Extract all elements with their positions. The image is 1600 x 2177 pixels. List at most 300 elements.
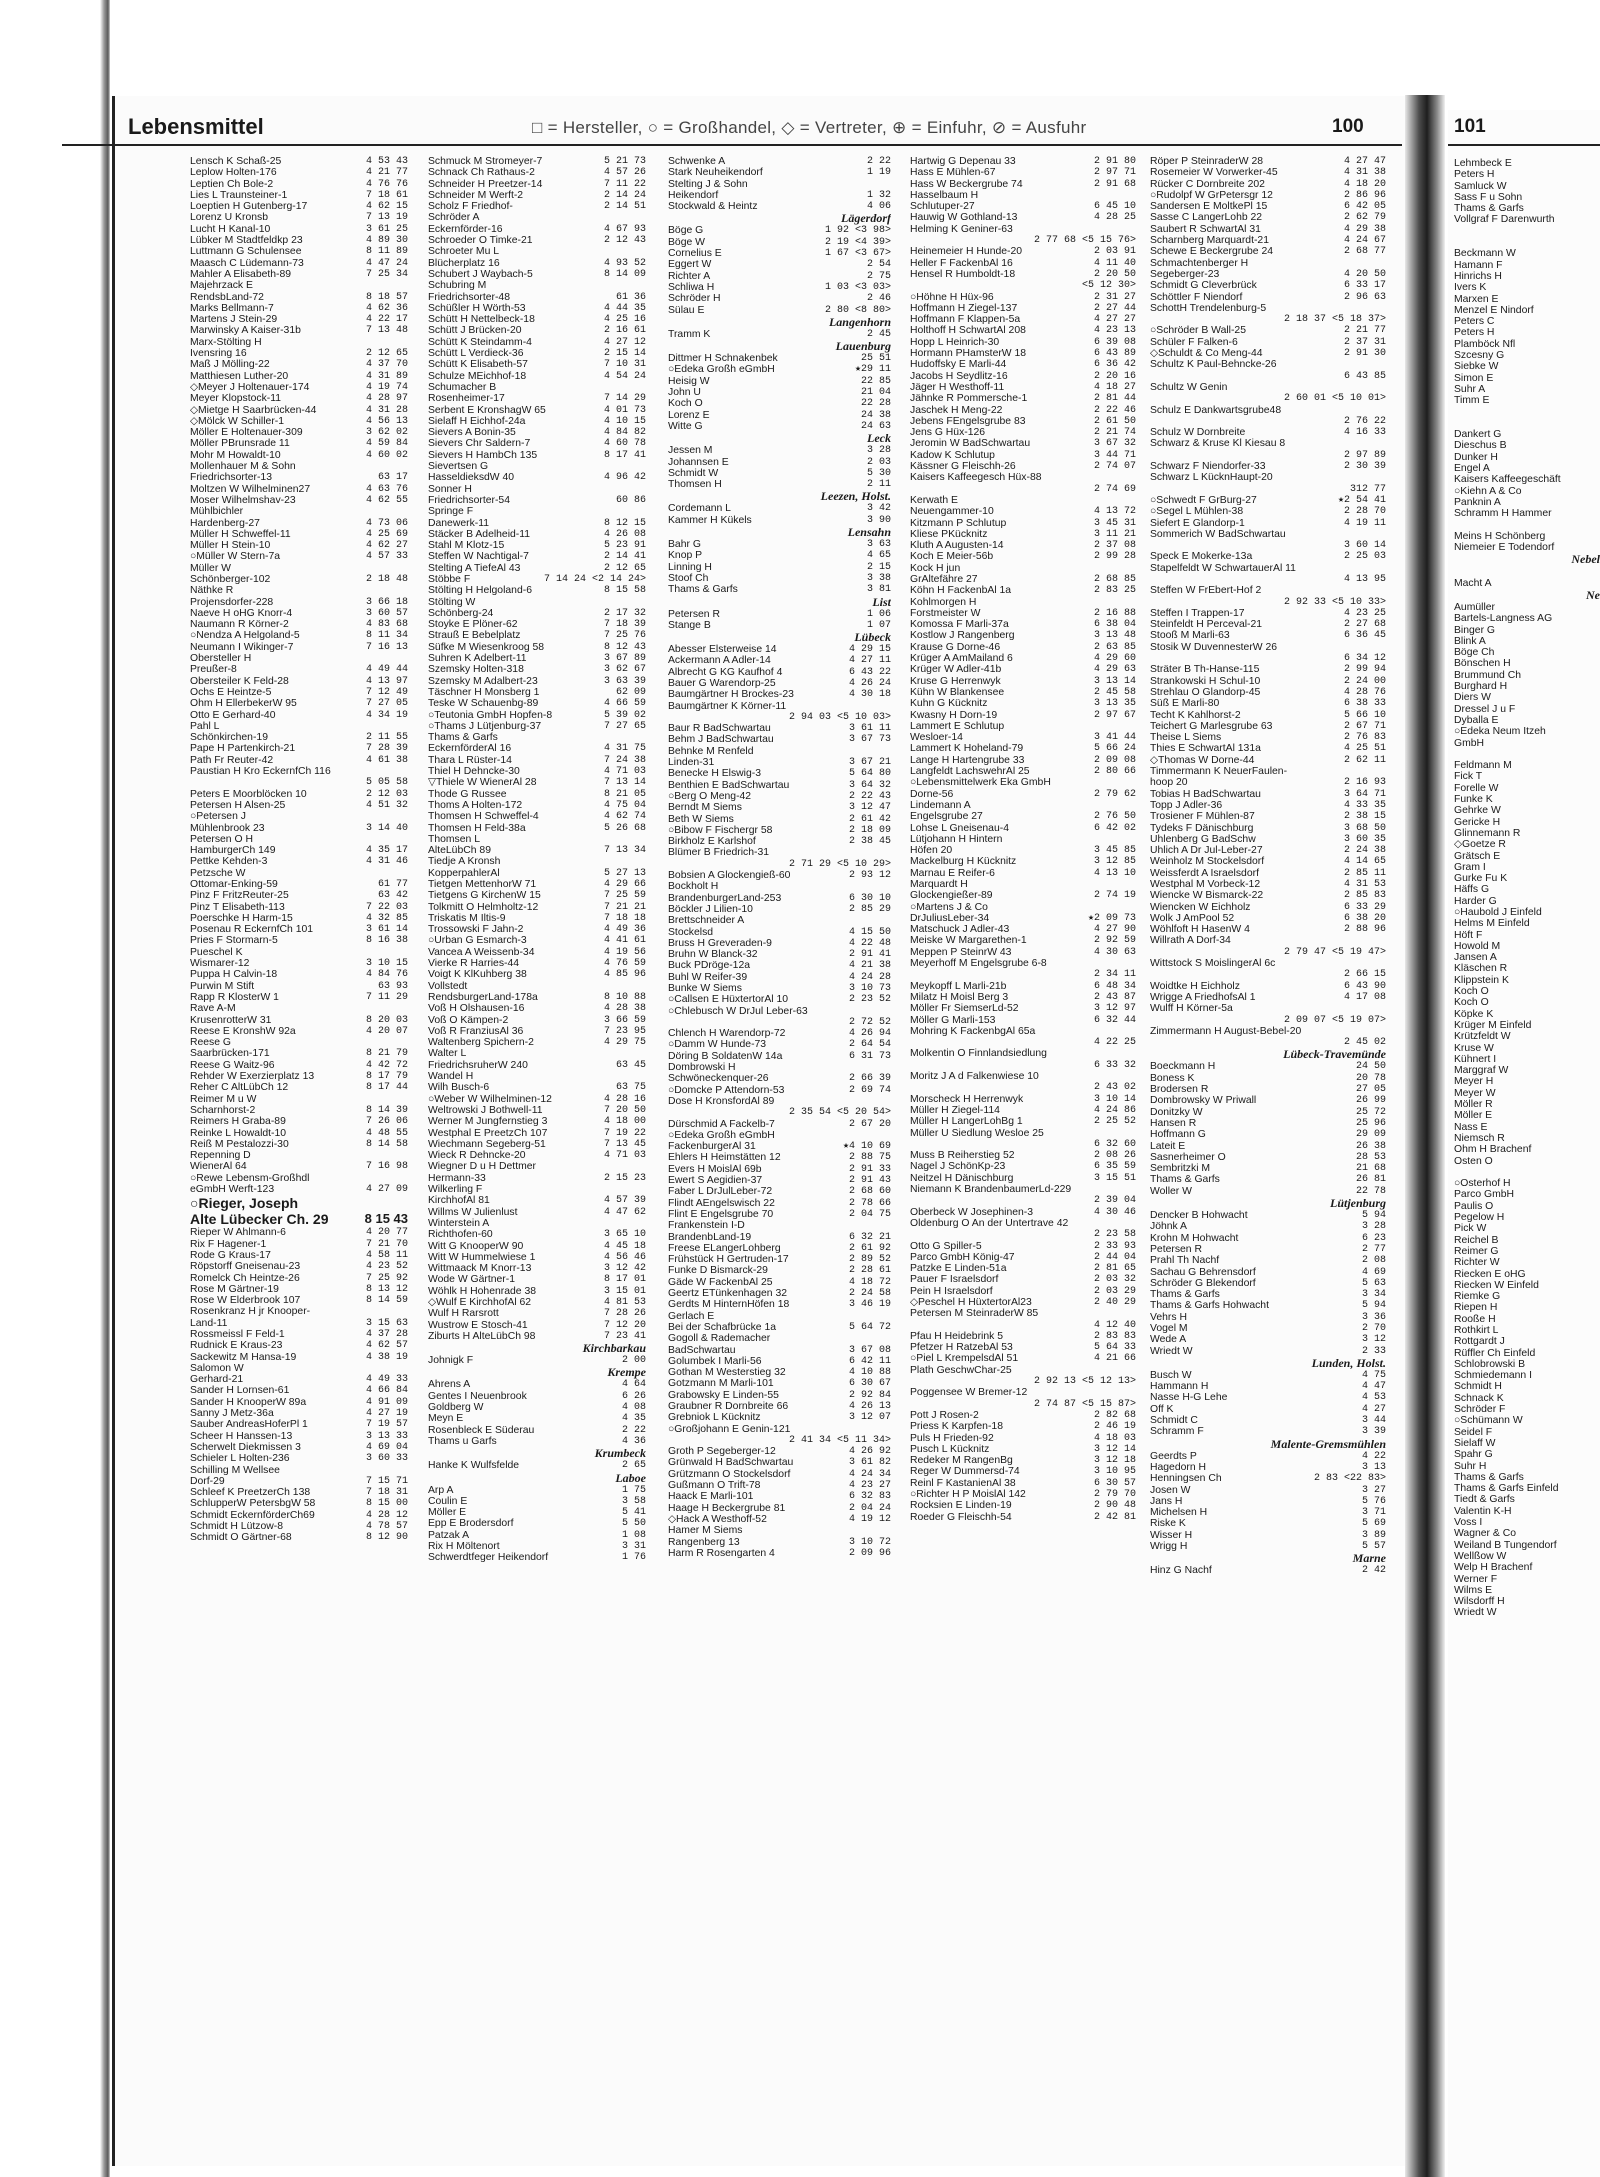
entry-phone: 4 29 38 — [1343, 223, 1386, 235]
directory-entry — [910, 958, 1136, 969]
entry-name: Stark Neuheikendorf — [668, 167, 763, 179]
directory-entry — [668, 734, 891, 745]
right-page-header — [1448, 110, 1600, 146]
directory-entry — [1150, 676, 1386, 687]
directory-entry — [910, 1150, 1136, 1161]
directory-entry — [190, 947, 408, 958]
directory-entry — [190, 371, 408, 382]
directory-entry — [1150, 235, 1386, 246]
directory-entry — [668, 1356, 891, 1367]
entry-name: Schneider M Werft-2 — [428, 189, 524, 201]
directory-entry — [910, 1433, 1136, 1444]
directory-entry — [910, 1421, 1136, 1432]
entry-name: Rehder W Exerzierplatz 13 — [190, 1071, 315, 1083]
entry-phone: 1 75 — [621, 1484, 646, 1496]
entry-name: Berndt M Siems — [668, 802, 742, 814]
entry-name: Thams & Garfs — [668, 584, 738, 596]
entry-name: Müller H Ziegel-114 — [910, 1104, 1000, 1116]
directory-entry — [910, 823, 1136, 834]
entry-name: Serbent E KronshagW 65 — [428, 404, 546, 416]
entry-name: Szemsky M Adalbert-23 — [428, 675, 538, 687]
directory-entry — [1150, 495, 1386, 506]
directory-entry — [1454, 681, 1600, 692]
directory-entry — [428, 698, 646, 709]
directory-entry — [668, 1243, 891, 1254]
directory-entry — [668, 271, 891, 282]
entry-phone: 1 07 — [866, 619, 891, 631]
entry-phone: 2 11 — [866, 479, 891, 491]
entry-name: Epp E Brodersdorf — [428, 1518, 514, 1530]
entry-phone: 4 25 51 — [1343, 743, 1386, 755]
entry-name: Gurke Fu K — [1454, 873, 1508, 885]
entry-name: Schmidt C — [1150, 1415, 1198, 1427]
entry-phone: 63 93 — [377, 980, 408, 992]
entry-phone: 2 94 03 <5 10 03> — [788, 711, 891, 723]
entry-phone: 8 18 57 — [365, 291, 408, 303]
directory-entry — [190, 1352, 408, 1363]
directory-entry — [1150, 540, 1386, 551]
directory-entry — [1454, 1302, 1600, 1313]
entry-phone: 2 08 — [1361, 1255, 1386, 1267]
directory-entry — [910, 1037, 1136, 1048]
directory-entry — [1150, 1541, 1386, 1552]
directory-entry — [910, 913, 1136, 924]
directory-entry — [428, 1207, 646, 1218]
directory-entry — [668, 701, 891, 712]
directory-entry — [428, 1218, 646, 1229]
directory-entry — [428, 371, 646, 382]
directory-entry — [1150, 687, 1386, 698]
entry-name: AlteLübCh 89 — [428, 845, 491, 857]
directory-entry — [668, 1209, 891, 1220]
entry-name: Gericke H — [1454, 816, 1501, 828]
entry-name: Dürschmid A Fackelb-7 — [668, 1118, 775, 1130]
entry-name: Helming K Geniner-63 — [910, 223, 1013, 235]
directory-entry — [910, 518, 1136, 529]
directory-entry — [668, 1130, 891, 1141]
entry-phone: 5 64 33 — [1093, 1342, 1136, 1354]
entry-name: Müller H Schweffel-11 — [190, 528, 291, 540]
entry-name: Boeckmann H — [1150, 1061, 1216, 1073]
entry-name: Land-11 — [190, 1317, 228, 1329]
entry-name: Süß E Marli-80 — [1150, 698, 1220, 710]
directory-entry — [1454, 361, 1600, 372]
directory-entry — [1150, 597, 1386, 608]
entry-phone: 2 67 20 — [848, 1118, 891, 1130]
entry-name: BadSchwartau — [668, 1344, 736, 1356]
entry-name: Pott J Rosen-2 — [910, 1409, 979, 1421]
directory-entry — [190, 777, 408, 788]
entry-name: Rose W Elderbrook 107 — [190, 1295, 301, 1307]
directory-entry — [668, 364, 891, 375]
directory-entry — [190, 823, 408, 834]
entry-name: Teichert G Marlesgrube 63 — [1150, 720, 1273, 732]
entry-name: Knop P — [668, 550, 703, 562]
entry-name: ○Edeka Großh eGmbH — [668, 1129, 775, 1141]
entry-name: WienerAl 64 — [190, 1161, 247, 1173]
directory-entry — [910, 1161, 1136, 1172]
directory-entry — [428, 879, 646, 890]
entry-name: Steffen W Nachtigal-7 — [428, 551, 529, 563]
entry-name: Jacobs H Seydlitz-16 — [910, 370, 1008, 382]
entry-phone: 2 40 29 — [1093, 1296, 1136, 1308]
entry-name: Jessen M — [668, 445, 713, 457]
directory-entry — [668, 259, 891, 270]
directory-entry — [428, 1286, 646, 1297]
entry-phone: 2 23 52 — [848, 994, 891, 1006]
entry-phone: 4 71 03 — [603, 1150, 646, 1162]
directory-entry — [1454, 542, 1600, 553]
directory-entry — [1454, 158, 1600, 169]
entry-name: Puls H Frieden-92 — [910, 1432, 994, 1444]
entry-name: Vancea A Weissenb-34 — [428, 946, 535, 958]
entry-phone: 7 13 45 — [603, 1138, 646, 1150]
entry-phone: 3 44 71 — [1093, 449, 1136, 461]
entry-name: Rix H Möltenort — [428, 1541, 500, 1553]
entry-phone: 2 64 54 — [848, 1039, 891, 1051]
directory-entry — [190, 551, 408, 562]
directory-entry — [428, 1184, 646, 1195]
entry-phone: 2 91 41 — [848, 949, 891, 961]
entry-phone: 2 03 32 — [1093, 1274, 1136, 1286]
entry-name: EckernförderAl 16 — [428, 743, 512, 755]
entry-name: Baumgärtner K Körner-11 — [668, 700, 787, 712]
directory-entry — [668, 847, 891, 858]
directory-entry — [190, 156, 408, 167]
entry-name: Röper P SteinraderW 28 — [1150, 156, 1264, 167]
directory-entry — [910, 1444, 1136, 1455]
directory-entry — [190, 1037, 408, 1048]
entry-phone: 2 03 91 — [1093, 246, 1136, 258]
directory-entry — [1454, 1596, 1600, 1607]
entry-name: Schmiedemann I — [1454, 1370, 1532, 1382]
directory-entry — [190, 314, 408, 325]
entry-name: Koch E Meier-56b — [910, 551, 994, 563]
entry-phone: 6 23 — [1361, 1232, 1386, 1244]
directory-entry — [428, 1436, 646, 1447]
entry-name: Voß O Kämpen-2 — [428, 1014, 509, 1026]
entry-name: Dieschus B — [1454, 440, 1507, 452]
directory-entry — [668, 305, 891, 316]
directory-entry — [668, 1096, 891, 1107]
entry-name: Hormann PHamsterW 18 — [910, 348, 1027, 360]
entry-name: Haack E Marli-101 — [668, 1491, 754, 1503]
listing-column-2 — [428, 156, 646, 1564]
directory-entry — [910, 664, 1136, 675]
entry-name: Bruhn W Blanck-32 — [668, 949, 758, 961]
entry-name: Sandersen E MoltkePl 15 — [1150, 201, 1268, 213]
directory-entry — [190, 292, 408, 303]
directory-entry — [910, 506, 1136, 517]
entry-phone: 8 14 58 — [365, 1138, 408, 1150]
directory-entry — [1454, 463, 1600, 474]
entry-phone: 7 16 13 — [365, 641, 408, 653]
entry-name: Kohlmorgen H — [910, 596, 977, 608]
entry-phone: 4 75 04 — [603, 799, 646, 811]
entry-phone: 5 21 73 — [603, 156, 646, 167]
entry-phone: 6 32 21 — [848, 1231, 891, 1243]
entry-name: Schröder F — [1454, 1404, 1506, 1416]
entry-name: Linning H — [668, 561, 712, 573]
entry-name: Kock H jun — [910, 562, 961, 574]
entry-name: Wesloer-14 — [910, 732, 963, 744]
entry-name: Siefert E Glandorp-1 — [1150, 517, 1245, 529]
directory-entry — [1150, 1267, 1386, 1278]
entry-name: ○Osterhof H — [1454, 1178, 1511, 1190]
directory-entry — [1150, 1496, 1386, 1507]
entry-phone: 7 13 19 — [365, 212, 408, 224]
entry-phone: 3 64 71 — [1343, 788, 1386, 800]
entry-name: Wiencken W Eichholz — [1150, 901, 1251, 913]
directory-entry — [428, 1229, 646, 1240]
entry-name: Theise L Siems — [1150, 732, 1222, 744]
entry-phone: 7 14 29 — [603, 393, 646, 405]
entry-phone: 4 35 17 — [365, 845, 408, 857]
entry-name: Reger W Dummersd-74 — [910, 1466, 1020, 1478]
entry-phone: 4 37 28 — [365, 1328, 408, 1340]
directory-entry — [1454, 625, 1600, 636]
directory-entry — [1454, 1472, 1600, 1483]
directory-entry — [1454, 963, 1600, 974]
entry-name: Ohm H Brachenf — [1454, 1144, 1532, 1156]
directory-entry — [1150, 935, 1386, 946]
entry-phone: 2 91 68 — [1093, 178, 1136, 190]
entry-name: Niemsch R — [1454, 1132, 1505, 1144]
entry-name: Voß H Olshausen-16 — [428, 1003, 525, 1015]
entry-phone: 8 21 79 — [365, 1048, 408, 1060]
directory-entry — [190, 766, 408, 777]
entry-phone: 3 12 85 — [1093, 856, 1136, 868]
entry-name: Dunker H — [1454, 451, 1498, 463]
entry-phone: 5 23 91 — [603, 540, 646, 552]
entry-name: Behm J BadSchwartau — [668, 734, 774, 746]
entry-phone: 2 12 03 — [365, 788, 408, 800]
entry-phone: 2 61 42 — [848, 813, 891, 825]
entry-name: ○Rewe Lebensm-Großhdl — [190, 1172, 310, 1184]
directory-entry — [1454, 828, 1600, 839]
directory-entry — [428, 382, 646, 393]
entry-phone: 4 29 63 — [1093, 664, 1136, 676]
entry-name: Reinl F KastanienAl 38 — [910, 1477, 1016, 1489]
entry-phone: 2 38 45 — [848, 836, 891, 848]
entry-phone: 7 12 20 — [603, 1319, 646, 1331]
directory-entry — [428, 1003, 646, 1014]
directory-entry — [190, 924, 408, 935]
entry-phone: 2 44 04 — [1093, 1251, 1136, 1263]
directory-entry — [190, 619, 408, 630]
entry-name: Posenau R EckernfCh 101 — [190, 924, 314, 936]
entry-name: Nagel J SchönKp-23 — [910, 1161, 1006, 1173]
directory-entry — [1150, 710, 1386, 721]
entry-name: Pfetzer H RatzebAl 53 — [910, 1342, 1013, 1354]
entry-name: Tiedje A Kronsh — [428, 856, 501, 868]
entry-name: Bönschen H — [1454, 658, 1511, 670]
directory-entry — [190, 201, 408, 212]
directory-entry — [428, 416, 646, 427]
entry-name: Wandel H — [428, 1071, 474, 1083]
entry-phone: 7 26 06 — [365, 1116, 408, 1128]
entry-name: Weiland B Tungendorf — [1454, 1539, 1557, 1551]
entry-name: Röpstorff Gneisenau-23 — [190, 1261, 301, 1273]
entry-phone: 4 26 24 — [848, 677, 891, 689]
directory-entry — [1454, 997, 1600, 1008]
entry-phone: 4 24 67 — [1343, 235, 1386, 247]
entry-name: Bahr G — [668, 539, 701, 551]
entry-phone: 3 10 95 — [1093, 1466, 1136, 1478]
directory-entry — [1454, 1257, 1600, 1268]
entry-name: Wilh Busch-6 — [428, 1082, 490, 1094]
directory-entry — [910, 382, 1136, 393]
directory-entry — [428, 325, 646, 336]
entry-phone: 3 12 97 — [1093, 1003, 1136, 1015]
entry-phone: 4 20 77 — [365, 1227, 408, 1239]
directory-entry — [668, 836, 891, 847]
directory-entry — [1150, 1233, 1386, 1244]
entry-name: Gehrke W — [1454, 805, 1501, 817]
entry-name: Dombrowsky W Priwall — [1150, 1095, 1257, 1107]
town-heading — [1454, 589, 1600, 602]
entry-phone: 4 14 65 — [1343, 856, 1386, 868]
entry-name: Leptien Ch Bole-2 — [190, 178, 274, 190]
entry-name: Scholz F Friedhof- — [428, 201, 513, 213]
directory-entry — [190, 393, 408, 404]
directory-entry — [1454, 1122, 1600, 1133]
directory-entry — [428, 540, 646, 551]
entry-name: Möller R — [1454, 1099, 1493, 1111]
entry-name: Petersen M SteinraderW 85 — [910, 1308, 1039, 1320]
entry-name: Faber L DrJulLeber-72 — [668, 1186, 773, 1198]
entry-name: Groth P Segeberger-12 — [668, 1446, 776, 1458]
entry-phone: 4 57 39 — [603, 1195, 646, 1207]
entry-phone: 3 60 14 — [1343, 540, 1386, 552]
entry-name: Witt G KnooperW 90 — [428, 1240, 524, 1252]
entry-phone: 2 75 — [866, 270, 891, 282]
entry-phone: 4 65 — [866, 550, 891, 562]
directory-entry — [190, 902, 408, 913]
directory-entry — [1454, 862, 1600, 873]
directory-entry — [1454, 1438, 1600, 1449]
entry-name: Parco GmbH — [1454, 1189, 1515, 1201]
entry-name: Projensdorfer-228 — [190, 596, 274, 608]
directory-entry — [668, 825, 891, 836]
town-name: Lübeck-Travemünde — [1283, 1048, 1386, 1062]
entry-phone: 2 89 52 — [848, 1254, 891, 1266]
entry-phone: 3 13 48 — [1093, 630, 1136, 642]
entry-name: Hass W Beckergrube 74 — [910, 178, 1023, 190]
entry-phone: 6 36 42 — [1093, 359, 1136, 371]
entry-phone: 4 31 53 — [1343, 879, 1386, 890]
entry-name: Thode G Russee — [428, 788, 507, 800]
entry-name: Lorenz U Kronsb — [190, 212, 268, 224]
directory-entry — [1454, 726, 1600, 737]
entry-phone: 2 61 92 — [848, 1242, 891, 1254]
directory-entry — [428, 484, 646, 495]
entry-name: Sembritzki M — [1150, 1163, 1211, 1175]
entry-name: Vogel M — [1150, 1322, 1188, 1334]
entry-phone: 2 20 50 — [1093, 268, 1136, 280]
directory-entry — [910, 1116, 1136, 1127]
directory-entry — [668, 904, 891, 915]
directory-entry — [428, 1094, 646, 1105]
entry-phone: 4 31 75 — [603, 743, 646, 755]
directory-entry — [190, 1487, 408, 1498]
entry-name: Grünwald H BadSchwartau — [668, 1457, 794, 1469]
directory-entry — [428, 619, 646, 630]
entry-phone: 2 25 52 — [1093, 1116, 1136, 1128]
entry-name: Heller F FackenbAl 16 — [910, 257, 1013, 269]
directory-entry — [428, 743, 646, 754]
entry-phone: 2 34 11 — [1093, 969, 1136, 981]
directory-entry — [1150, 484, 1386, 495]
directory-entry — [1150, 947, 1386, 958]
entry-phone: 4 20 50 — [1343, 268, 1386, 280]
directory-entry — [190, 1374, 408, 1385]
entry-name: Winterstein A — [428, 1217, 490, 1229]
entry-phone: 3 60 33 — [365, 1453, 408, 1465]
entry-phone: 7 18 18 — [603, 912, 646, 924]
entry-name: DrJuliusLeber-34 — [910, 912, 990, 924]
entry-name: Tolkmitt O Helmholtz-12 — [428, 901, 539, 913]
directory-entry — [190, 1082, 408, 1093]
entry-name: Techt K Kahlhorst-2 — [1150, 709, 1241, 721]
directory-entry — [1454, 373, 1600, 384]
directory-entry — [1150, 359, 1386, 370]
directory-entry — [428, 890, 646, 901]
entry-name: Loeptien H Gutenberg-17 — [190, 201, 308, 213]
entry-name: Grebniok L Kücknitz — [668, 1412, 761, 1424]
entry-name: Werner F — [1454, 1573, 1498, 1585]
entry-name: Thiel H Dehncke-30 — [428, 766, 520, 778]
entry-phone: 4 56 46 — [603, 1251, 646, 1263]
entry-name: Alte Lübecker Ch. 29 — [190, 1211, 329, 1228]
entry-phone: 2 74 19 — [1093, 890, 1136, 902]
entry-name: Busch W — [1150, 1369, 1192, 1381]
entry-phone: 6 34 12 — [1343, 653, 1386, 665]
entry-name: Hoffmann G — [1150, 1129, 1206, 1141]
entry-name: Puppa H Calvin-18 — [190, 969, 278, 981]
directory-entry — [910, 676, 1136, 687]
entry-name: Thams & Garfs Hohwacht — [1150, 1300, 1269, 1312]
directory-entry — [428, 721, 646, 732]
entry-name: Krüger A AmMailand 6 — [910, 653, 1013, 665]
directory-entry — [428, 190, 646, 201]
directory-entry — [428, 529, 646, 540]
entry-name: Fick T — [1454, 771, 1483, 783]
directory-entry — [1150, 981, 1386, 992]
directory-entry — [910, 834, 1136, 845]
entry-phone: 2 15 23 — [603, 1172, 646, 1184]
directory-entry — [910, 1478, 1136, 1489]
directory-entry — [428, 755, 646, 766]
entry-phone: 6 30 10 — [848, 892, 891, 904]
entry-name: Meins H Schönberg — [1454, 530, 1546, 542]
directory-entry — [1454, 602, 1600, 613]
directory-entry — [910, 1297, 1136, 1308]
entry-phone: 2 79 47 <5 19 47> — [1283, 946, 1386, 958]
directory-entry — [1150, 393, 1386, 404]
directory-entry — [1150, 743, 1386, 754]
entry-phone: 4 76 76 — [365, 178, 408, 190]
town-name: Lunden, Holst. — [1311, 1356, 1386, 1370]
entry-name: Lies L Traunsteiner-1 — [190, 189, 288, 201]
entry-name: Koch O — [668, 398, 703, 410]
directory-entry — [1150, 845, 1386, 856]
entry-name: Schumacher B — [428, 381, 497, 393]
entry-name: Petersen R — [1150, 1243, 1202, 1255]
entry-name: Thams & Garfs — [1150, 1289, 1220, 1301]
directory-entry — [190, 1498, 408, 1509]
entry-phone: 2 68 60 — [848, 1186, 891, 1198]
